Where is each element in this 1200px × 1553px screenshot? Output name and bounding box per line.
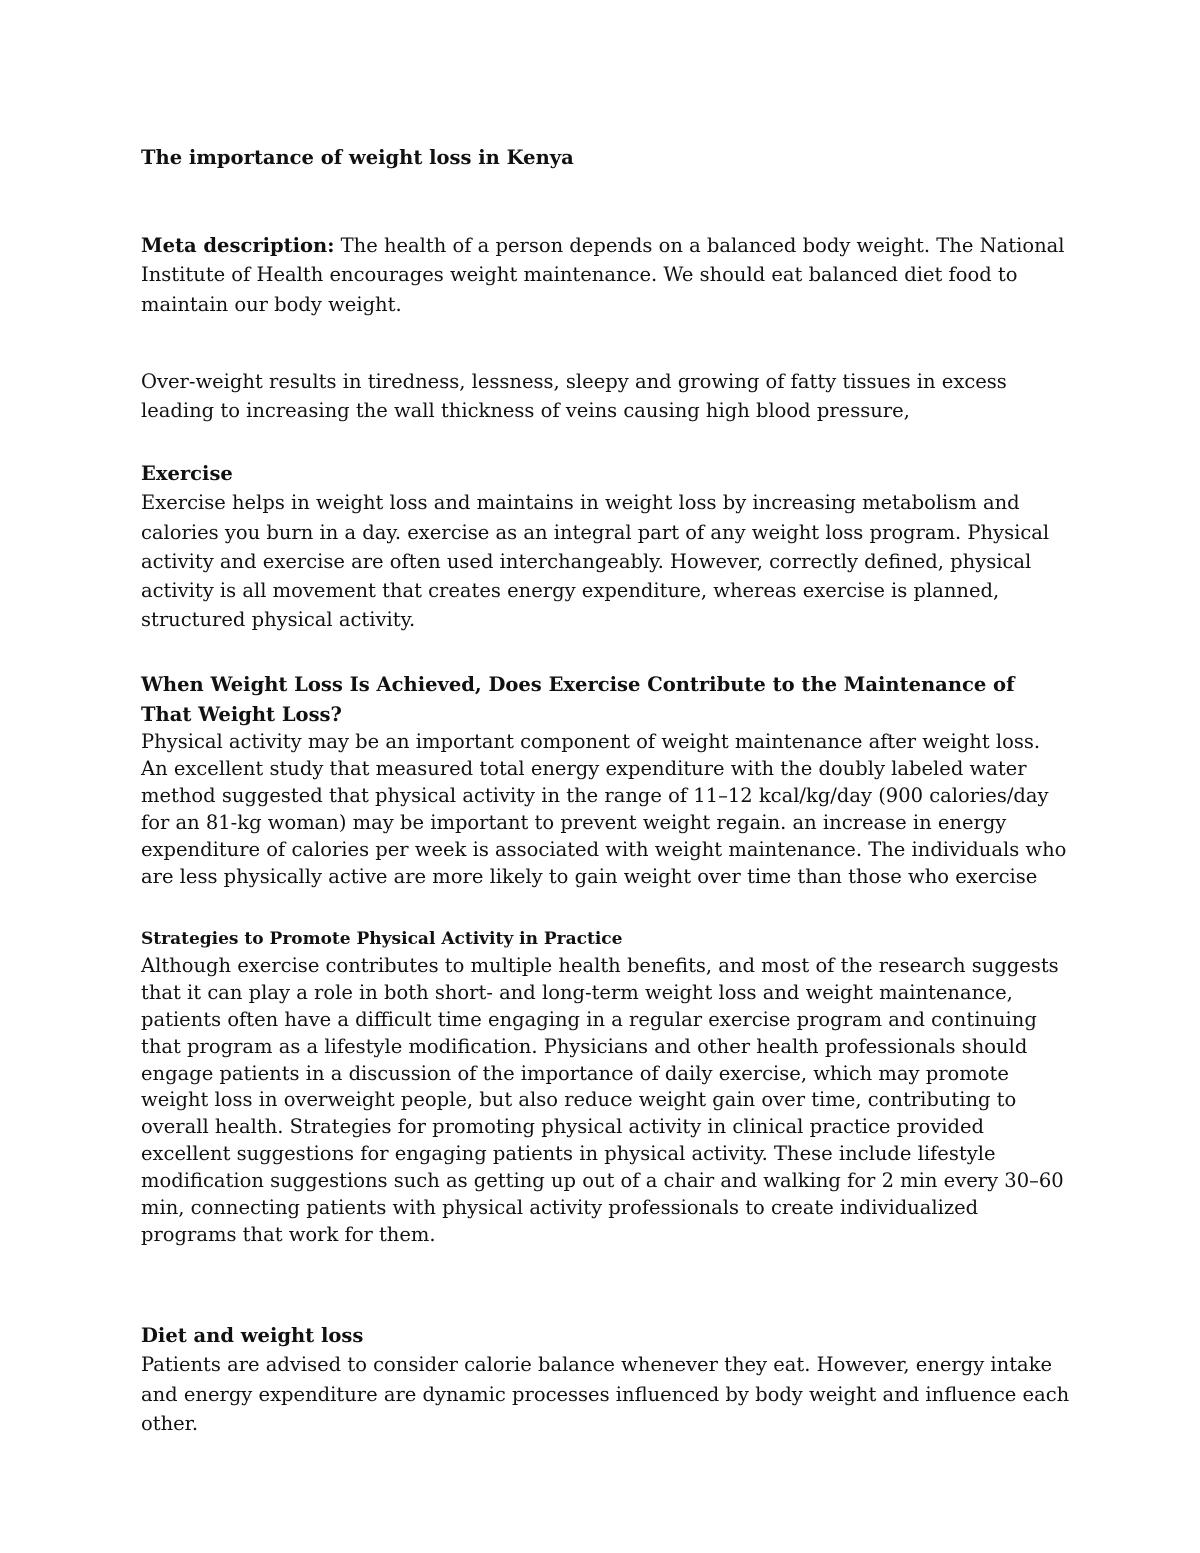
section-strategies: [141, 926, 1071, 1249]
section-body-maintenance: Physical activity may be an important component of weight maintenance after weight loss. An excellent study that measured total energy expenditure with the doubly labeled water method suggested that physical activity in the range of 11–12 kcal/kg/day (900 calories/day for an 81-kg woman) may be important to prevent weight regain. an increase in energy expenditure of calories per week is associated with weight maintenance. The individuals who are less physically active are more likely to gain weight over time than those who exercise: [141, 730, 1067, 888]
section-heading-strategies: Strategies to Promote Physical Activity in Practice: [141, 929, 623, 949]
section-heading-diet: Diet and weight loss: [141, 1324, 364, 1347]
section-exercise: [141, 459, 1071, 635]
section-diet: [141, 1321, 1071, 1438]
section-body-strategies: Although exercise contributes to multiple health benefits, and most of the research suggests that it can play a role in both short- and long-term weight loss and weight maintenance, patients often have a difficult time engaging in a regular exercise program and continuing that program as a lifestyle modification. Physicians and other health professionals should engage patients in a discussion of the importance of daily exercise, which may promote weight loss in overweight people, but also reduce weight gain over time, contributing to overall health. Strategies for promoting physical activity in clinical practice provided excellent suggestions for engaging patients in physical activity. These include lifestyle modification suggestions such as getting up out of a chair and walking for 2 min every 30–60 min, connecting patients with physical activity professionals to create individualized programs that work for them.: [141, 953, 1064, 1246]
section-heading-maintenance: When Weight Loss Is Achieved, Does Exercise Contribute to the Maintenance of That Weight Loss?: [141, 673, 1015, 726]
section-heading-exercise: Exercise: [141, 462, 233, 485]
meta-description-text: The health of a person depends on a balanced body weight. The National Institute of Health encourages weight maintenance. We should eat balanced diet food to maintain our body weight.: [141, 234, 1065, 316]
meta-description-label: Meta description:: [141, 234, 335, 257]
section-body-diet: Patients are advised to consider calorie balance whenever they eat. However, energy intake and energy expenditure are dynamic processes influenced by body weight and influence each other.: [141, 1353, 1070, 1435]
document-title: The importance of weight loss in Kenya: [141, 146, 574, 169]
section-maintenance: [141, 670, 1071, 890]
meta-description: [141, 231, 1071, 319]
intro-paragraph: Over-weight results in tiredness, lessness, sleepy and growing of fatty tissues in excess leading to increasing the wall thickness of veins causing high blood pressure,: [141, 370, 1007, 423]
section-body-exercise: Exercise helps in weight loss and maintains in weight loss by increasing metabolism and calories you burn in a day. exercise as an integral part of any weight loss program. Physical activity and exercise are often used interchangeably. However, correctly defined, physical activity is all movement that creates energy expenditure, whereas exercise is planned, structured physical activity.: [141, 491, 1050, 632]
